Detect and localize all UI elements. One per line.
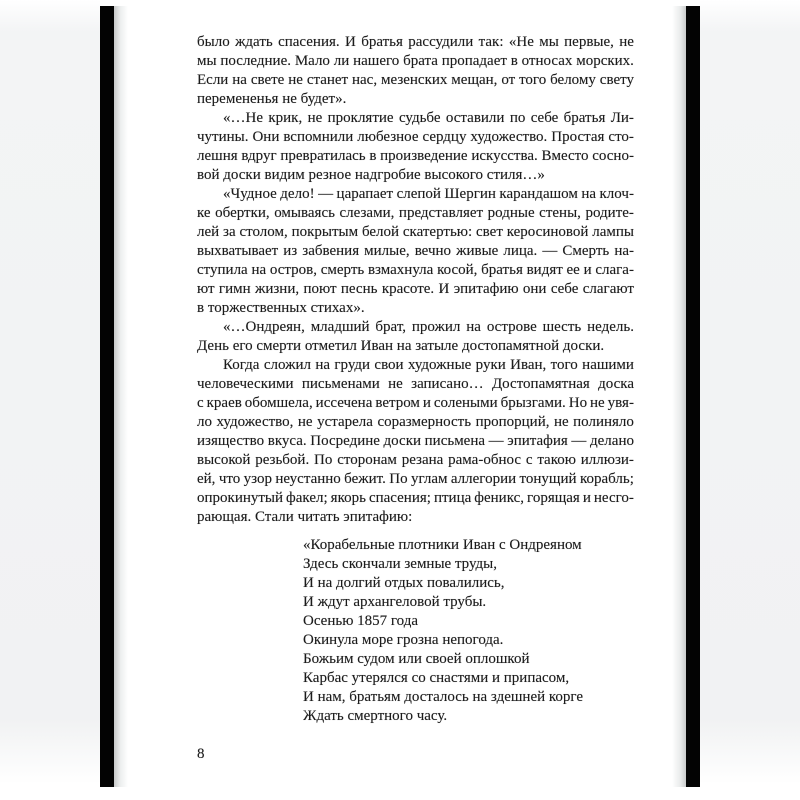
poem-line: Карбас утерялся со снастями и припасом, <box>303 670 570 686</box>
poem-line: И на долгий отдых повалились, <box>303 575 505 591</box>
text-line: ют гимн жизни, поют песнь красоте. И эпитафию они себе слагают <box>197 281 634 297</box>
text-line: изящество вкуса. Посредине доски письмена — эпитафия — делано <box>197 433 634 449</box>
poem-line: «Корабельные плотники Иван с Ондреяном <box>303 537 582 553</box>
text-line: Если на свете не станет нас, мезенских мещан, от того белому свету <box>197 72 634 88</box>
poem-line: И ждут архангеловой трубы. <box>303 594 487 610</box>
text-line: ей, что узор неустанно бежит. По углам аллегории тонущий корабль; <box>197 471 634 487</box>
poem-line: Окинула море грозна непогода. <box>303 632 504 648</box>
poem-line: И нам, братьям досталось на здешней корге <box>303 689 584 705</box>
text-line: Когда сложил на груди свои художные руки Иван, того нашими <box>223 357 634 373</box>
backdrop-right <box>700 0 800 800</box>
book-edge-right <box>686 6 700 787</box>
text-line: лей за столом, покрытым белой скатертью: свет керосиновой лампы <box>197 224 634 240</box>
text-line: чутины. Они вспомнили любезное сердцу художество. Простая сто- <box>197 129 634 145</box>
backdrop-left <box>0 0 100 800</box>
poem-line: Божьим судом или своей оплошкой <box>303 651 530 667</box>
text-line: рающая. Стали читать эпитафию: <box>197 509 413 525</box>
text-line: человеческими письменами не записано… Достопамятная доска <box>197 376 634 392</box>
text-line: вой доски видим резное надгробие высокого стиля…» <box>197 167 545 183</box>
text-line: мы последние. Мало ли нашего брата пропадает в относах морских. <box>197 53 634 69</box>
poem-line: Ждать смертного часу. <box>303 708 448 724</box>
text-line: в торжественных стихах». <box>197 300 365 316</box>
page-edge-shadow-right <box>672 6 686 787</box>
text-line: День его смерти отметил Иван на затыле достопамятной доски. <box>197 338 605 354</box>
body-text <box>197 33 634 527</box>
page-number: 8 <box>197 746 205 762</box>
text-line: выхватывает из забвения милые, вечно живые лица. — Смерть на- <box>197 243 634 259</box>
text-line: ке обертки, омываясь слезами, представляет родные стены, родите- <box>197 205 634 221</box>
text-line: «…Не крик, не проклятие судьбе оставили по себе братья Ли- <box>223 110 634 126</box>
text-line: высокой резьбой. По сторонам резана рама-обнос с такою иллюзи- <box>197 452 634 468</box>
text-line: опрокинутый факел; якорь спасения; птица феникс, горящая и несго- <box>197 490 634 506</box>
text-line: ступила на остров, смерть взмахнула косой, братья видят ее и слага- <box>197 262 634 278</box>
epitaph-poem <box>197 536 634 726</box>
book-edge-left <box>100 6 114 787</box>
poem-line: Осенью 1857 года <box>303 613 419 629</box>
text-line: было ждать спасения. И братья рассудили так: «Не мы первые, не <box>197 34 634 50</box>
text-line: ло художество, не устарела соразмерность пропорций, не полиняло <box>197 414 634 430</box>
text-line: «Чудное дело! — царапает слепой Шергин карандашом на клоч- <box>223 186 634 202</box>
text-line: лешня вдруг превратилась в произведение искусства. Вместо сосно- <box>197 148 634 164</box>
page-edge-shadow-left <box>114 6 128 787</box>
text-line: перемененья не будет». <box>197 91 347 107</box>
text-line: «…Ондреян, младший брат, прожил на острове шесть недель. <box>223 319 634 335</box>
poem-line: Здесь скончали земные труды, <box>303 556 498 572</box>
text-column <box>197 33 634 726</box>
text-line: с краев обомшела, иссечена ветром и солеными брызгами. Но не увя- <box>197 395 634 411</box>
